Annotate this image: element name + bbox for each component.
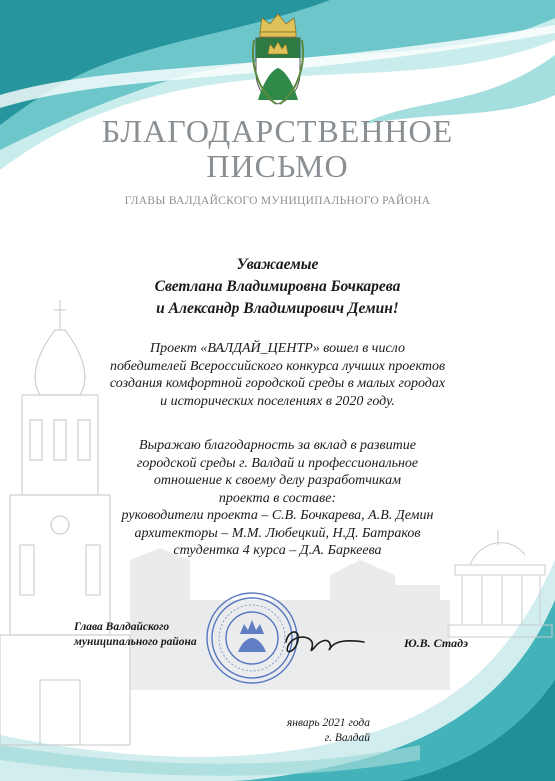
signatory-title-line: Глава Валдайского <box>74 621 170 633</box>
subtitle: ГЛАВЫ ВАЛДАЙСКОГО МУНИЦИПАЛЬНОГО РАЙОНА <box>124 195 431 207</box>
paragraph2-line: Выражаю благодарность за вклад в развитие <box>139 438 416 453</box>
greeting-line-3: и Александр Владимирович Демин! <box>156 300 399 317</box>
title-line-2: ПИСЬМО <box>206 148 349 184</box>
date-place-block <box>190 716 370 746</box>
paragraph1-line: Проект «ВАЛДАЙ_ЦЕНТР» вошел в число <box>150 341 405 356</box>
valdai-coat-of-arms-icon <box>250 10 306 106</box>
paragraph2-line: студентка 4 курса – Д.А. Баркеева <box>173 543 382 558</box>
paragraph1-line: создания комфортной городской среды в малых городах <box>109 376 446 391</box>
paragraph2-line: городской среды г. Валдай и профессиональное <box>136 455 419 471</box>
handwritten-signature-icon <box>278 622 368 662</box>
greeting-line-2: Светлана Владимировна Бочкарева <box>154 278 401 295</box>
paragraph1-line: и исторических поселениях в 2020 году. <box>160 393 395 409</box>
date: январь 2021 года <box>286 717 370 729</box>
paragraph1-line: победителей Всероссийского конкурса лучших проектов <box>109 358 446 374</box>
place: г. Валдай <box>324 732 370 744</box>
signatory-title-line: муниципального района <box>74 636 197 648</box>
paragraph2-line: архитекторы – М.М. Любецкий, Н.Д. Батраков <box>134 525 421 541</box>
greeting-line-1: Уважаемые <box>236 256 319 273</box>
signatory-name: Ю.В. Стадэ <box>404 636 468 650</box>
paragraph2-line: руководители проекта – С.В. Бочкарева, А.В. Демин <box>121 508 434 523</box>
paragraph-project-win <box>0 340 555 410</box>
paragraph2-line: проекта в составе: <box>218 490 337 506</box>
signatory-title <box>74 620 197 650</box>
paragraph-gratitude <box>0 437 555 560</box>
title-line-1: БЛАГОДАРСТВЕННОЕ <box>101 113 454 149</box>
paragraph2-line: отношение к своему делу разработчикам <box>153 473 402 488</box>
crown <box>260 14 296 37</box>
